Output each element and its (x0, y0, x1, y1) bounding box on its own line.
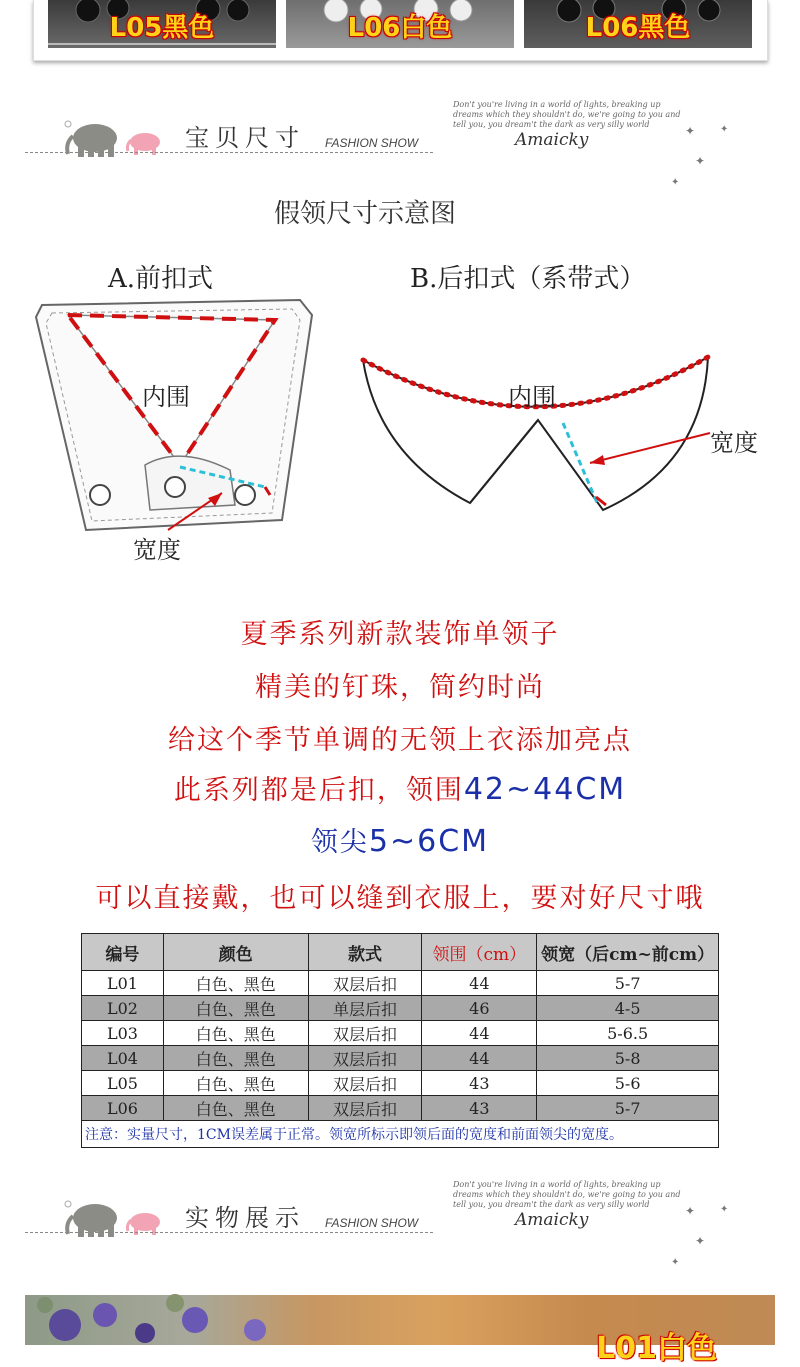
cell-width: 4-5 (537, 996, 719, 1021)
fashion-show-text: FASHION SHOW (325, 1216, 419, 1230)
cell-code: L03 (82, 1021, 164, 1046)
inner-circumference-label: 内围 (508, 383, 556, 411)
table-row (82, 1046, 719, 1071)
svg-text:✦: ✦ (685, 1204, 696, 1218)
cell-color: 白色、黑色 (163, 1071, 308, 1096)
header-cell: 领围（cm） (422, 934, 537, 971)
cell-width: 5-8 (537, 1046, 719, 1071)
photo-label: L01白色 (596, 1331, 717, 1366)
brand-logo: Amaicky (515, 1210, 589, 1230)
promo-text: 领尖 (310, 827, 369, 858)
front-button-collar-diagram (30, 295, 320, 565)
width-label: 宽度 (133, 536, 181, 564)
product-thumb[interactable] (286, 0, 514, 48)
promo-line: 给这个季节单调的无领上衣添加亮点 (168, 725, 632, 756)
cell-style: 单层后扣 (308, 996, 422, 1021)
svg-text:✦: ✦ (671, 177, 680, 188)
header-cell: 领宽（后cm~前cm） (537, 934, 719, 971)
promo-line: 可以直接戴，也可以缝到衣服上，要对好尺寸哦 (95, 883, 705, 914)
table-header-row (82, 934, 719, 971)
back-button-collar-diagram (358, 345, 718, 515)
cell-neck: 44 (422, 1021, 537, 1046)
size-table (81, 933, 719, 1148)
svg-text:✦: ✦ (720, 124, 729, 135)
cell-color: 白色、黑色 (163, 971, 308, 996)
cell-neck: 46 (422, 996, 537, 1021)
svg-text:✦: ✦ (720, 1204, 729, 1215)
promo-size: 5~6CM (368, 824, 490, 859)
product-thumb-strip (33, 0, 768, 61)
cell-color: 白色、黑色 (163, 1046, 308, 1071)
header-cell: 颜色 (163, 934, 308, 971)
diagram-b-label: B.后扣式（系带式） (410, 264, 646, 294)
promo-line (0, 768, 800, 807)
product-thumb[interactable] (524, 0, 752, 48)
thumb-label: L05黑色 (109, 13, 215, 43)
diagram-title: 假领尺寸示意图 (273, 199, 456, 229)
svg-text:✦: ✦ (695, 154, 706, 168)
star-icon (665, 120, 755, 190)
cell-code: L01 (82, 971, 164, 996)
table-row (82, 1096, 719, 1121)
table-row (82, 971, 719, 996)
table-row (82, 996, 719, 1021)
table-row (82, 1021, 719, 1046)
cell-width: 5-7 (537, 1096, 719, 1121)
cell-code: L05 (82, 1071, 164, 1096)
cell-width: 5-6.5 (537, 1021, 719, 1046)
svg-text:✦: ✦ (671, 1257, 680, 1268)
svg-text:✦: ✦ (685, 124, 696, 138)
cell-color: 白色、黑色 (163, 1021, 308, 1046)
cell-neck: 44 (422, 971, 537, 996)
promo-line (0, 820, 800, 859)
script-decoration: Don't you're living in a world of lights, breaking up dreams which they shouldn't do, we're going to you and tell you, you dream't the dark as very silly world (453, 1180, 681, 1209)
cell-neck: 43 (422, 1071, 537, 1096)
promo-line: 精美的钉珠，简约时尚 (255, 672, 545, 703)
cell-style: 双层后扣 (308, 971, 422, 996)
svg-text:✦: ✦ (695, 1234, 706, 1248)
star-icon (665, 1200, 755, 1270)
cell-color: 白色、黑色 (163, 1096, 308, 1121)
header-cell: 编号 (82, 934, 164, 971)
cell-style: 双层后扣 (308, 1071, 422, 1096)
table-row (82, 1071, 719, 1096)
header-cell: 款式 (308, 934, 422, 971)
cell-style: 双层后扣 (308, 1046, 422, 1071)
cell-neck: 43 (422, 1096, 537, 1121)
product-photo[interactable] (25, 1295, 775, 1366)
thumb-label: L06黑色 (585, 13, 691, 43)
cell-code: L02 (82, 996, 164, 1021)
dashed-divider (25, 1232, 433, 1233)
width-label: 宽度 (710, 429, 758, 457)
promo-line: 夏季系列新款装饰单领子 (240, 619, 560, 650)
script-decoration: Don't you're living in a world of lights, breaking up dreams which they shouldn't do, we're going to you and tell you, you dream't the dark as very silly world (453, 100, 681, 129)
cell-neck: 44 (422, 1046, 537, 1071)
thumb-label: L06白色 (347, 13, 453, 43)
table-note: 注意：实量尺寸，1CM误差属于正常。领宽所标示即领后面的宽度和前面领尖的宽度。 (82, 1121, 719, 1148)
inner-circumference-label: 内围 (142, 383, 190, 411)
section-header-size (25, 100, 795, 190)
section-title: 实物展示 (185, 1204, 305, 1232)
dashed-divider (25, 152, 433, 153)
promo-size: 42~44CM (463, 772, 627, 807)
section-title: 宝贝尺寸 (185, 124, 305, 152)
cell-code: L06 (82, 1096, 164, 1121)
section-header-photos (25, 1180, 795, 1270)
cell-width: 5-7 (537, 971, 719, 996)
promo-text: 此系列都是后扣，领围 (173, 775, 464, 806)
table-note-row (82, 1121, 719, 1148)
cell-style: 双层后扣 (308, 1021, 422, 1046)
cell-width: 5-6 (537, 1071, 719, 1096)
diagram-a-label: A.前扣式 (108, 264, 214, 294)
cell-code: L04 (82, 1046, 164, 1071)
cell-style: 双层后扣 (308, 1096, 422, 1121)
fashion-show-text: FASHION SHOW (325, 136, 419, 150)
product-thumb[interactable] (48, 0, 276, 48)
cell-color: 白色、黑色 (163, 996, 308, 1021)
brand-logo: Amaicky (515, 130, 589, 150)
